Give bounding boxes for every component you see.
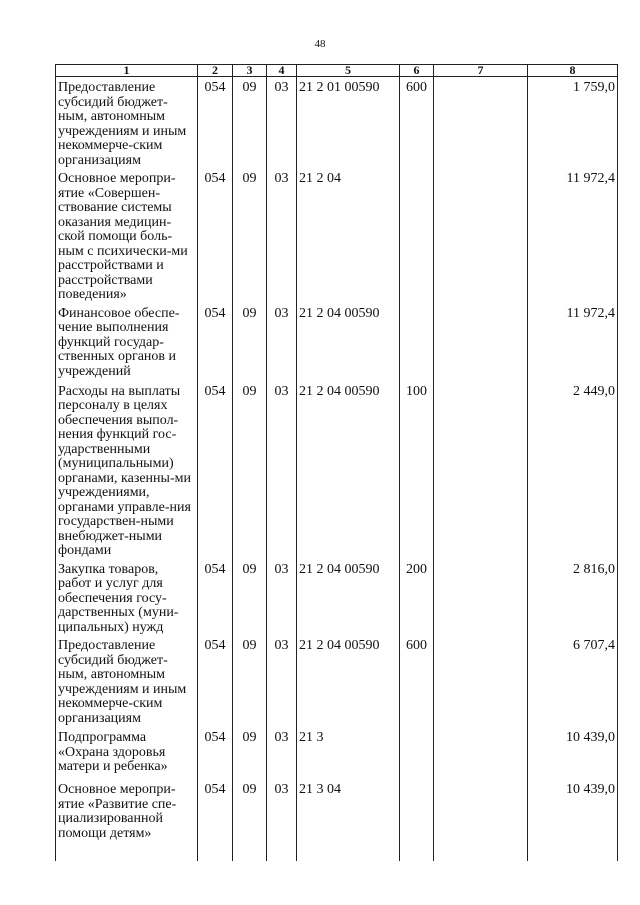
col-subsection: 03 <box>267 635 297 727</box>
col-subsection: 03 <box>267 559 297 636</box>
column-header: 5 <box>297 65 400 77</box>
col-target-article: 21 2 04 00590 <box>297 381 400 559</box>
col-ministry: 054 <box>198 779 233 841</box>
col-amount: 2 449,0 <box>528 381 618 559</box>
column-header: 1 <box>56 65 198 77</box>
row-name: Основное меропри-ятие «Совершен-ствование системы оказания медицин-ской помощи боль-ным с психически-ми расстройствами и расстройствами поведения» <box>56 168 198 303</box>
table-filler-row <box>56 841 618 861</box>
col-subsection: 03 <box>267 168 297 303</box>
col-ministry: 054 <box>198 168 233 303</box>
col-subsection: 03 <box>267 77 297 169</box>
column-header: 3 <box>233 65 267 77</box>
col-subsection: 03 <box>267 727 297 779</box>
table-header-row <box>56 65 618 77</box>
col-7 <box>434 635 528 727</box>
col-ministry: 054 <box>198 381 233 559</box>
col-subsection: 03 <box>267 303 297 381</box>
col-section: 09 <box>233 168 267 303</box>
col-section: 09 <box>233 303 267 381</box>
col-target-article: 21 2 04 00590 <box>297 303 400 381</box>
col-section: 09 <box>233 381 267 559</box>
column-header: 8 <box>528 65 618 77</box>
col-section: 09 <box>233 559 267 636</box>
row-name: Финансовое обеспе-чение выполнения функций государ-ственных органов и учреждений <box>56 303 198 381</box>
col-section: 09 <box>233 635 267 727</box>
row-name: Предоставление субсидий бюджет-ным, автономным учреждениям и иным некоммерче-ским организациям <box>56 77 198 169</box>
col-section: 09 <box>233 727 267 779</box>
page-number: 48 <box>314 38 326 50</box>
col-target-article: 21 2 04 <box>297 168 400 303</box>
col-expense-type: 100 <box>400 381 434 559</box>
col-expense-type <box>400 779 434 841</box>
table-row <box>56 559 618 636</box>
row-name: Подпрограмма «Охрана здоровья матери и ребенка» <box>56 727 198 779</box>
col-target-article: 21 2 01 00590 <box>297 77 400 169</box>
column-header: 7 <box>434 65 528 77</box>
col-7 <box>434 779 528 841</box>
table-row <box>56 303 618 381</box>
table-row <box>56 635 618 727</box>
col-ministry: 054 <box>198 77 233 169</box>
col-subsection: 03 <box>267 381 297 559</box>
col-subsection: 03 <box>267 779 297 841</box>
col-expense-type: 200 <box>400 559 434 636</box>
col-ministry: 054 <box>198 303 233 381</box>
row-name: Расходы на выплаты персоналу в целях обеспечения выпол-нения функций гос-ударственными (муниципальными) органами, казенны-ми учреждениями, органами управле-ния государствен-ными внебюджет-ными фондами <box>56 381 198 559</box>
table-row <box>56 779 618 841</box>
col-ministry: 054 <box>198 559 233 636</box>
row-name: Основное меропри-ятие «Развитие спе-циализированной помощи детям» <box>56 779 198 841</box>
col-7 <box>434 303 528 381</box>
budget-table <box>55 64 618 861</box>
column-header: 4 <box>267 65 297 77</box>
col-ministry: 054 <box>198 635 233 727</box>
col-amount: 11 972,4 <box>528 303 618 381</box>
col-target-article: 21 2 04 00590 <box>297 559 400 636</box>
col-target-article: 21 3 04 <box>297 779 400 841</box>
row-name: Закупка товаров, работ и услуг для обеспечения госу-дарственных (муни-ципальных) нужд <box>56 559 198 636</box>
col-ministry: 054 <box>198 727 233 779</box>
col-amount: 10 439,0 <box>528 727 618 779</box>
col-7 <box>434 168 528 303</box>
table-row <box>56 77 618 169</box>
table-row <box>56 168 618 303</box>
col-amount: 2 816,0 <box>528 559 618 636</box>
col-amount: 10 439,0 <box>528 779 618 841</box>
column-header: 2 <box>198 65 233 77</box>
col-7 <box>434 559 528 636</box>
col-target-article: 21 2 04 00590 <box>297 635 400 727</box>
col-target-article: 21 3 <box>297 727 400 779</box>
col-amount: 6 707,4 <box>528 635 618 727</box>
col-expense-type <box>400 727 434 779</box>
column-header: 6 <box>400 65 434 77</box>
table-row <box>56 727 618 779</box>
col-expense-type: 600 <box>400 635 434 727</box>
col-amount: 11 972,4 <box>528 168 618 303</box>
col-amount: 1 759,0 <box>528 77 618 169</box>
row-name: Предоставление субсидий бюджет-ным, автономным учреждениям и иным некоммерче-ским организациям <box>56 635 198 727</box>
col-7 <box>434 77 528 169</box>
col-7 <box>434 727 528 779</box>
col-expense-type <box>400 168 434 303</box>
col-7 <box>434 381 528 559</box>
col-expense-type <box>400 303 434 381</box>
table-row <box>56 381 618 559</box>
col-section: 09 <box>233 779 267 841</box>
col-expense-type: 600 <box>400 77 434 169</box>
col-section: 09 <box>233 77 267 169</box>
